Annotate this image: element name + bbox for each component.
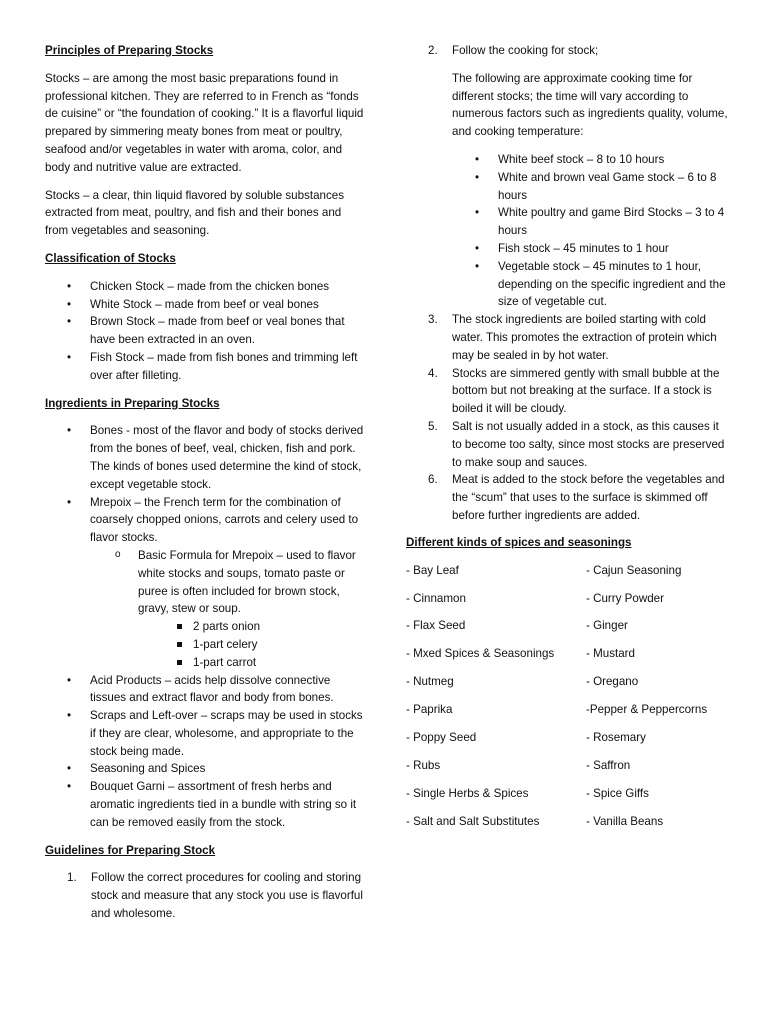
list-item: • Brown Stock – made from beef or veal bones that have been extracted in an oven. (45, 313, 365, 349)
spices-grid (406, 562, 728, 832)
spice-item: - Salt and Salt Substitutes (406, 815, 540, 829)
spice-item: - Cajun Seasoning (586, 563, 682, 577)
formula-sublist (105, 618, 365, 671)
list-number: 4. (428, 366, 438, 380)
spice-item: - Mustard (586, 647, 635, 661)
list-item-bouquet: • Bouquet Garni – assortment of fresh herbs and aromatic ingredients tied in a bundle with string so it can be removed easily from the stock. (45, 778, 365, 831)
list-item: • Fish Stock – made from fish bones and trimming left over after filleting. (45, 349, 365, 385)
spice-item: - Rubs (406, 759, 441, 773)
list-number: 3. (428, 313, 438, 327)
cooking-times-list (428, 151, 728, 311)
heading-spices: Different kinds of spices and seasonings (406, 535, 632, 549)
spice-item: - Ginger (586, 619, 628, 633)
list-number: 1. (67, 871, 77, 885)
spice-item: - Paprika (406, 703, 453, 717)
spice-item: - Bay Leaf (406, 563, 459, 577)
list-text: Follow the cooking for stock; (452, 44, 599, 57)
list-item: 1-part celery (165, 636, 365, 654)
cooking-time-intro: The following are approximate cooking time for different stocks; the time will vary according to numerous factors such as ingredients quality, volume, and cooking temperature: (452, 71, 728, 139)
list-item-mirepoix (45, 494, 365, 547)
guidelines-list (45, 869, 365, 922)
list-item: • White and brown veal Game stock – 6 to 8 hours (452, 169, 728, 205)
spice-item: - Single Herbs & Spices (406, 787, 529, 801)
list-item (428, 418, 728, 471)
heading-ingredients: Ingredients in Preparing Stocks (45, 396, 220, 410)
ingredients-list (45, 422, 365, 547)
heading-guidelines: Guidelines for Preparing Stock (45, 843, 216, 857)
left-column (45, 42, 365, 923)
spice-item: - Saffron (586, 759, 631, 773)
spice-item: - Cinnamon (406, 591, 466, 605)
list-item: • Vegetable stock – 45 minutes to 1 hour, depending on the specific ingredient and the size of vegetable cut. (452, 258, 728, 311)
list-item (428, 311, 728, 364)
mirepoix-sublist (45, 547, 365, 618)
paragraph-stocks-definition: Stocks – are among the most basic preparations found in professional kitchen. They are referred to in French as “fonds de cuisine” or “the foundation of cooking.” It is a flavorful liquid prepared by simmering meaty bones from meat or poultry, seafood and/or vegetables in water with aroma, color, and body and nutritive value are extracted. (45, 71, 364, 174)
spice-item: - Spice Giffs (586, 787, 649, 801)
spice-item: - Nutmeg (406, 675, 454, 689)
list-item: • Fish stock – 45 minutes to 1 hour (452, 240, 728, 258)
list-item-basic-formula: o Basic Formula for Mrepoix – used to flavor white stocks and soups, tomato paste or puree is often included for brown stock, gravy, stew or soup. (90, 547, 365, 618)
list-text: The stock ingredients are boiled starting with cold water. This promotes the extraction of protein which may be sealed in by hot water. (452, 313, 717, 362)
list-number: 6. (428, 473, 438, 487)
spice-item: - Rosemary (586, 731, 646, 745)
spice-item: - Poppy Seed (406, 731, 477, 745)
list-item: • Chicken Stock – made from the chicken bones (45, 278, 365, 296)
spice-item: -Pepper & Peppercorns (586, 703, 708, 717)
list-text: Stocks are simmered gently with small bubble at the bottom but not breaking at the surface. If a stock is boiled it will be cloudy. (452, 366, 720, 416)
list-item (67, 869, 365, 922)
spice-item: - Vanilla Beans (586, 815, 664, 829)
list-item: • White Stock – made from beef or veal bones (45, 296, 365, 314)
classification-list (45, 278, 365, 385)
list-number: 2. (428, 44, 438, 57)
ingredients-list-continued (45, 672, 365, 832)
list-item: 1-part carrot (165, 654, 365, 672)
list-item: 2 parts onion (165, 618, 365, 636)
list-item (428, 471, 728, 524)
list-item-seasoning: • Seasoning and Spices (45, 760, 365, 778)
heading-classification: Classification of Stocks (45, 251, 176, 265)
list-item: • White beef stock – 8 to 10 hours (452, 151, 728, 169)
spice-item: - Mxed Spices & Seasonings (406, 647, 555, 661)
list-item-acid: • Acid Products – acids help dissolve connective tissues and extract flavor and body from bones. (45, 672, 365, 708)
list-number: 5. (428, 419, 438, 433)
list-item (428, 42, 728, 60)
list-item-bones: • Bones - most of the flavor and body of stocks derived from the bones of beef, veal, chicken, fish and pork. The kinds of bones used determine the kind of stock, except vegetable stock. (45, 422, 365, 493)
spice-item: - Oregano (586, 675, 639, 689)
paragraph-stocks-clear-liquid: Stocks – a clear, thin liquid flavored by soluble substances extracted from meat, poultry, and fish and their bones and from vegetables and seasoning. (45, 188, 345, 238)
list-item: • White poultry and game Bird Stocks – 3 to 4 hours (452, 204, 728, 240)
guidelines-list-continued (428, 42, 728, 60)
heading-principles: Principles of Preparing Stocks (45, 44, 214, 57)
list-item-scraps: • Scraps and Left-over – scraps may be used in stocks if they are clear, wholesome, and appropriate to the stock being made. (45, 707, 365, 760)
right-column (406, 42, 728, 831)
spice-item: - Flax Seed (406, 619, 466, 633)
spice-item: - Curry Powder (586, 591, 664, 605)
list-text: Meat is added to the stock before the vegetables and the “scum” that uses to the surface is skimmed off before further ingredients are added. (452, 473, 725, 522)
list-item (428, 365, 728, 418)
list-text: Follow the correct procedures for cooling and storing stock and measure that any stock you use is flavorful and wholesome. (91, 871, 363, 921)
list-text: Salt is not usually added in a stock, as this causes it to become too salty, since most stocks are preserved to make soup and sauces. (452, 419, 725, 469)
mirepoix-text: Mrepoix – the French term for the combination of coarsely chopped onions, carrots and celery used to flavor stocks. (90, 495, 359, 545)
steps-list (428, 311, 728, 525)
